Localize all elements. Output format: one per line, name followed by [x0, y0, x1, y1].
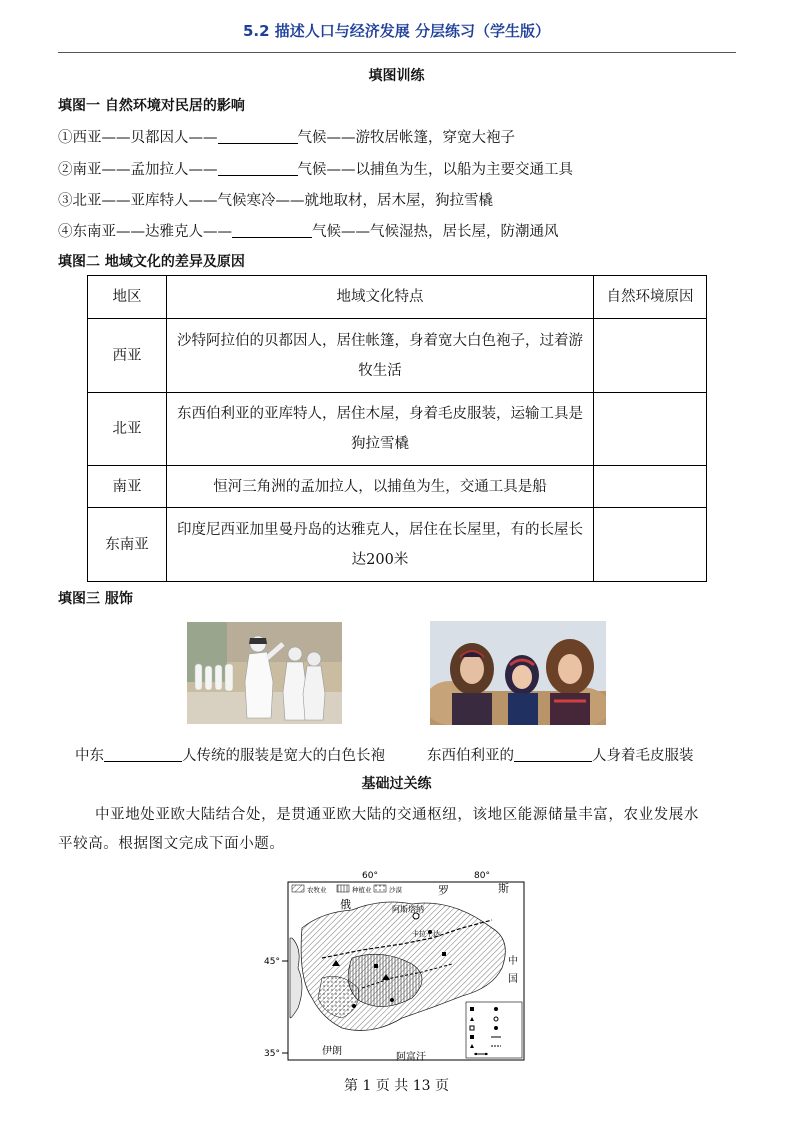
map-label-zhong: 中: [508, 956, 518, 967]
table-header-cell: 自然环境原因: [594, 276, 707, 319]
fill1-line-2-suffix: 气候——以捕鱼为生，以船为主要交通工具: [297, 162, 573, 178]
map-city-astana: 阿斯塔纳: [392, 905, 424, 914]
section-title-basic-practice: 基础过关练: [361, 776, 432, 792]
table-row: [88, 508, 707, 582]
header-divider: [58, 52, 736, 53]
answer-blank[interactable]: [218, 161, 298, 176]
map-label-si: 斯: [498, 882, 509, 895]
answer-blank[interactable]: [218, 129, 298, 144]
map-lon-80: 80°: [474, 871, 490, 881]
caption-1-prefix: 中东: [75, 748, 104, 764]
siberia-fur-photo: [430, 621, 606, 725]
fill1-line-1-prefix: ①西亚——贝都因人——: [58, 130, 218, 146]
fill3-heading: 填图三 服饰: [58, 591, 133, 607]
legend-farming: 种植业: [352, 886, 372, 894]
reason-cell[interactable]: [594, 319, 707, 393]
answer-blank[interactable]: [232, 223, 312, 238]
region-cell: 东南亚: [88, 508, 167, 582]
central-asia-map: [262, 868, 532, 1063]
section-title-fill-map: 填图训练: [368, 68, 425, 84]
feature-cell: 东西伯利亚的亚库特人，居住木屋，身着毛皮服装，运输工具是狗拉雪橇: [167, 393, 594, 466]
reason-cell[interactable]: [594, 393, 707, 466]
map-label-luo: 罗: [438, 884, 449, 897]
caption-2-suffix: 人身着毛皮服装: [592, 748, 694, 764]
reason-cell[interactable]: [594, 466, 707, 508]
reason-cell[interactable]: [594, 508, 707, 582]
feature-cell: 沙特阿拉伯的贝都因人，居住帐篷，身着宽大白色袍子，过着游牧生活: [167, 319, 594, 393]
table-row: [88, 319, 707, 393]
feature-cell: 恒河三角洲的孟加拉人，以捕鱼为生，交通工具是船: [167, 466, 594, 508]
fill1-line-3: ③北亚——亚库特人——气候寒冷——就地取材，居木屋，狗拉雪橇: [58, 193, 493, 209]
map-lat-35: 35°: [264, 1049, 280, 1059]
table-header-row: [88, 276, 707, 319]
map-lat-45: 45°: [264, 957, 280, 967]
feature-cell: 印度尼西亚加里曼丹岛的达雅克人，居住在长屋里，有的长屋长达200米: [167, 508, 594, 582]
fill1-line-2-prefix: ②南亚——孟加拉人——: [58, 162, 218, 178]
fill1-line-4: [58, 220, 559, 241]
table-row: [88, 466, 707, 508]
intro-paragraph-line-2: 平较高。根据图文完成下面小题。: [58, 836, 285, 852]
map-label-e: 俄: [340, 898, 351, 911]
region-cell: 西亚: [88, 319, 167, 393]
middle-east-robes-photo: [187, 622, 342, 724]
fill1-line-4-suffix: 气候——气候湿热，居长屋，防潮通风: [312, 224, 559, 240]
table-row: [88, 393, 707, 466]
answer-blank[interactable]: [514, 747, 592, 762]
caption-siberia: [427, 744, 694, 765]
fill1-line-1: [58, 126, 515, 147]
table-header-cell: 地区: [88, 276, 167, 319]
caption-middle-east: [75, 744, 385, 765]
fill1-line-4-prefix: ④东南亚——达雅克人——: [58, 224, 232, 240]
table-header-cell: 地域文化特点: [167, 276, 594, 319]
region-cell: 北亚: [88, 393, 167, 466]
document-title: 5.2 描述人口与经济发展 分层练习（学生版）: [242, 22, 551, 40]
caption-1-suffix: 人传统的服装是宽大的白色长袍: [182, 748, 385, 764]
map-label-afghanistan: 阿富汗: [396, 1052, 426, 1063]
caption-2-prefix: 东西伯利亚的: [427, 748, 514, 764]
fill1-line-2: [58, 158, 573, 179]
fill1-heading: 填图一 自然环境对民居的影响: [58, 98, 245, 114]
culture-table: [87, 275, 707, 582]
map-city-karaganda: 卡拉干达: [412, 930, 440, 938]
map-label-iran: 伊朗: [322, 1046, 342, 1057]
legend-pastoral: 农牧业: [307, 886, 327, 894]
fill2-heading: 填图二 地域文化的差异及原因: [58, 254, 245, 270]
region-cell: 南亚: [88, 466, 167, 508]
intro-paragraph-line-1: 中亚地处亚欧大陆结合处，是贯通亚欧大陆的交通枢纽，该地区能源储量丰富，农业发展水: [95, 807, 699, 823]
fill1-line-1-suffix: 气候——游牧居帐篷，穿宽大袍子: [297, 130, 515, 146]
page-footer: 第 1 页 共 13 页: [344, 1078, 449, 1094]
legend-desert: 沙漠: [389, 886, 402, 894]
map-lon-60: 60°: [362, 871, 378, 881]
map-label-guo: 国: [508, 974, 518, 985]
answer-blank[interactable]: [104, 747, 182, 762]
